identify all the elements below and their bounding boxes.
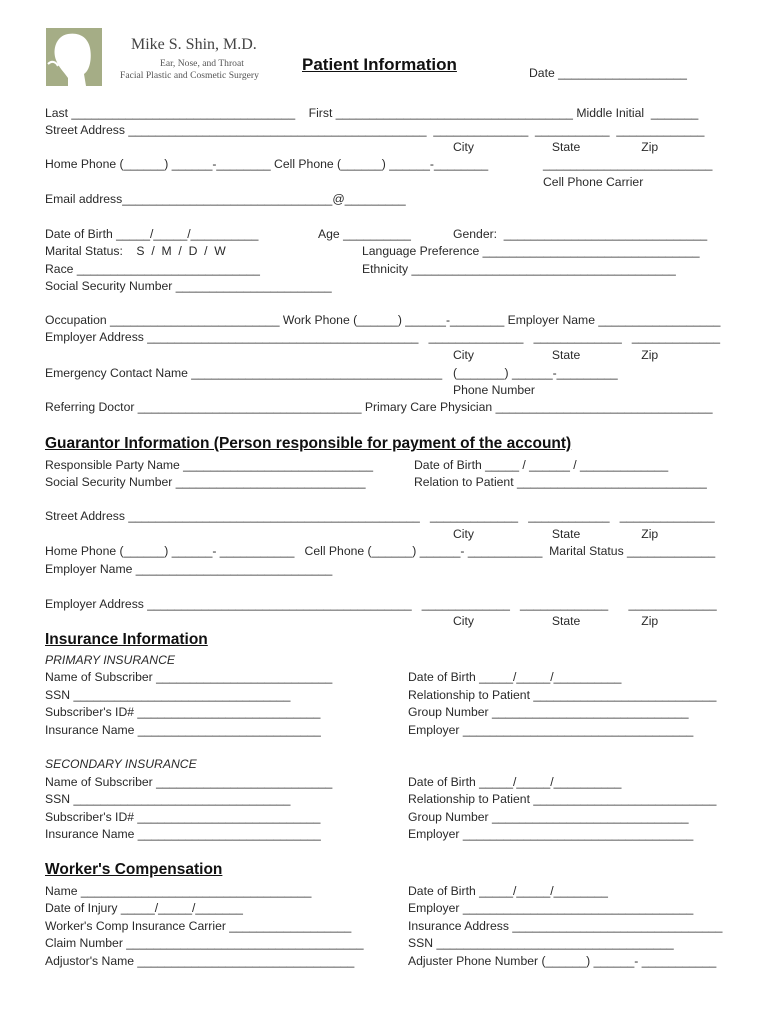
primary-employer-field[interactable]: Employer __________________________________ [408,723,694,737]
secondary-group-number-field[interactable]: Group Number _____________________________ [408,810,689,824]
cell-carrier-label: Cell Phone Carrier [543,175,644,189]
address-labels: City State Zip [453,140,659,154]
relation-field[interactable]: Relation to Patient ____________________________ [414,475,707,489]
specialty-line-1: Ear, Nose, and Throat [160,58,244,69]
gender-field[interactable]: Gender: ______________________________ [453,227,708,241]
primary-relationship-field[interactable]: Relationship to Patient ___________________________ [408,688,717,702]
primary-insurance-name-field[interactable]: Insurance Name ___________________________ [45,723,321,737]
workers-comp-section-title: Worker's Compensation [45,861,223,878]
primary-subscriber-field[interactable]: Name of Subscriber __________________________ [45,670,333,684]
primary-ssn-field[interactable]: SSN ________________________________ [45,688,291,702]
responsible-party-field[interactable]: Responsible Party Name ____________________________ [45,458,373,472]
secondary-insurance-label: SECONDARY INSURANCE [45,757,197,771]
guarantor-employer-address[interactable]: Employer Address _______________________________________ _____________ _____________ _____________ [45,597,717,611]
secondary-dob-field[interactable]: Date of Birth _____/_____/__________ [408,775,622,789]
wc-employer-field[interactable]: Employer __________________________________ [408,901,694,915]
primary-subscriber-id-field[interactable]: Subscriber's ID# ___________________________ [45,705,321,719]
employer-address-line[interactable]: Employer Address ________________________________________ ______________ _____________ _____________ [45,330,721,344]
street-address-line[interactable]: Street Address ____________________________________________ ______________ ___________ _____________ [45,123,705,137]
occupation-line[interactable]: Occupation _________________________ Work Phone (______) ______-________ Employer Name __________________ [45,313,721,327]
wc-claim-number-field[interactable]: Claim Number ___________________________________ [45,936,364,950]
practice-logo [46,28,102,86]
referring-doctor-line[interactable]: Referring Doctor _________________________________ Primary Care Physician ________________________________ [45,400,713,414]
language-field[interactable]: Language Preference ________________________________ [362,244,700,258]
primary-insurance-label: PRIMARY INSURANCE [45,653,176,667]
marital-status-field[interactable]: Marital Status: S / M / D / W [45,244,226,258]
phone-line[interactable]: Home Phone (______) ______-________ Cell Phone (______) ______-________ [45,157,489,171]
wc-dob-field[interactable]: Date of Birth _____/_____/________ [408,884,608,898]
wc-adjuster-phone-field[interactable]: Adjuster Phone Number (______) ______- ___________ [408,954,717,968]
wc-ssn-field[interactable]: SSN ___________________________________ [408,936,674,950]
guarantor-section-title: Guarantor Information (Person responsible for payment of the account) [45,435,572,452]
primary-group-number-field[interactable]: Group Number _____________________________ [408,705,689,719]
age-field[interactable]: Age __________ [318,227,411,241]
guarantor-dob-field[interactable]: Date of Birth _____ / ______ / _____________ [414,458,669,472]
ssn-field[interactable]: Social Security Number _______________________ [45,279,332,293]
wc-date-of-injury-field[interactable]: Date of Injury _____/_____/_______ [45,901,243,915]
cell-carrier-field[interactable]: _________________________ [543,157,713,171]
secondary-subscriber-field[interactable]: Name of Subscriber __________________________ [45,775,333,789]
wc-insurance-address-field[interactable]: Insurance Address _______________________________ [408,919,723,933]
wc-adjustor-name-field[interactable]: Adjustor's Name ________________________________ [45,954,355,968]
guarantor-address-labels: City State Zip [453,527,659,541]
guarantor-street-line[interactable]: Street Address ___________________________________________ _____________ ____________ ______________ [45,509,715,523]
secondary-employer-field[interactable]: Employer __________________________________ [408,827,694,841]
primary-dob-field[interactable]: Date of Birth _____/_____/__________ [408,670,622,684]
name-line[interactable]: Last _________________________________ First ___________________________________ Middle Initial _______ [45,106,699,120]
wc-name-field[interactable]: Name __________________________________ [45,884,312,898]
race-field[interactable]: Race ___________________________ [45,262,260,276]
secondary-subscriber-id-field[interactable]: Subscriber's ID# ___________________________ [45,810,321,824]
wc-carrier-field[interactable]: Worker's Comp Insurance Carrier __________________ [45,919,352,933]
specialty-line-2: Facial Plastic and Cosmetic Surgery [120,70,259,81]
guarantor-phone-line[interactable]: Home Phone (______) ______- ___________ Cell Phone (______) ______- ___________ Marital Status _____________ [45,544,716,558]
secondary-ssn-field[interactable]: SSN ________________________________ [45,792,291,806]
doctor-name: Mike S. Shin, M.D. [131,36,257,53]
guarantor-employer-name[interactable]: Employer Name _____________________________ [45,562,333,576]
phone-number-label: Phone Number [453,383,535,397]
secondary-relationship-field[interactable]: Relationship to Patient ___________________________ [408,792,717,806]
emergency-phone-field[interactable]: (_______) ______-_________ [453,366,618,380]
date-of-birth-field[interactable]: Date of Birth _____/_____/__________ [45,227,259,241]
form-title: Patient Information [302,55,457,74]
emergency-contact-field[interactable]: Emergency Contact Name _____________________________________ [45,366,443,380]
face-silhouette-icon [46,28,102,86]
email-field[interactable]: Email address_______________________________@_________ [45,192,406,206]
secondary-insurance-name-field[interactable]: Insurance Name ___________________________ [45,827,321,841]
ethnicity-field[interactable]: Ethnicity _______________________________________ [362,262,676,276]
guarantor-ssn-field[interactable]: Social Security Number ____________________________ [45,475,366,489]
insurance-section-title: Insurance Information [45,631,208,648]
guarantor-employer-labels: City State Zip [453,614,659,628]
date-field[interactable]: Date ___________________ [529,66,687,80]
employer-address-labels: City State Zip [453,348,659,362]
